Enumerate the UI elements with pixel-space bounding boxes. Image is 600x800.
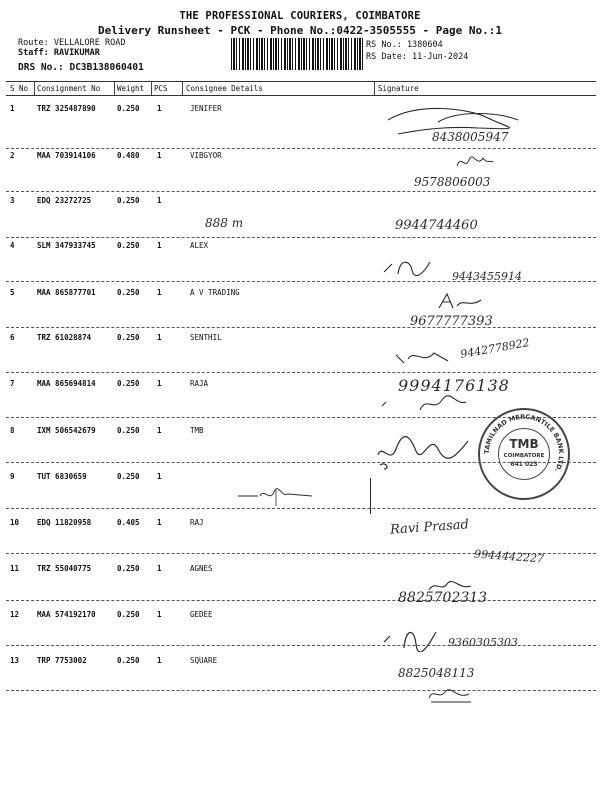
stamp-center: [498, 428, 550, 480]
signature-scribble: [380, 254, 440, 280]
signature-phone: 9443455914: [452, 270, 522, 283]
row-pcs: 1: [157, 104, 162, 113]
row-consignee: JENIFER: [190, 104, 222, 113]
row-weight: 0.250: [117, 241, 140, 250]
row-separator: [6, 600, 596, 601]
signature-scribble: [425, 684, 475, 706]
row-consignment: TRZ 325487890: [37, 104, 96, 113]
row-consignment: SLM 347933745: [37, 241, 96, 250]
row-separator: [6, 690, 596, 691]
col-divider: [114, 81, 115, 95]
row-consignee: VIBGYOR: [190, 151, 222, 160]
signature-phone: 8825702313: [398, 590, 488, 606]
row-consignee: RAJA: [190, 379, 209, 388]
row-pcs: 1: [157, 610, 162, 619]
row-sno: 12: [10, 610, 20, 619]
row-weight: 0.250: [117, 426, 140, 435]
row-sno: 13: [10, 656, 20, 665]
signature-phone: 9677777393: [410, 314, 493, 329]
row-weight: 0.250: [117, 564, 140, 573]
row-consignee: SENTHIL: [190, 333, 222, 342]
signature-scribble: [380, 392, 470, 416]
row-sno: 2: [10, 151, 15, 160]
row-pcs: 1: [157, 472, 162, 481]
staff-label: Staff: RAVIKUMAR: [18, 48, 100, 58]
signature-scribble: [455, 152, 495, 174]
signature-phone: 9578806003: [414, 175, 491, 189]
row-consignment: MAA 865877701: [37, 288, 96, 297]
row-weight: 0.250: [117, 288, 140, 297]
row-pcs: 1: [157, 151, 162, 160]
row-pcs: 1: [157, 196, 162, 205]
route-label: Route: VELLALORE ROAD: [18, 38, 126, 48]
row-pcs: 1: [157, 379, 162, 388]
col-divider: [34, 81, 35, 95]
stamp-city: COIMBATORE: [503, 453, 545, 459]
row-pcs: 1: [157, 288, 162, 297]
company-title: THE PROFESSIONAL COURIERS, COIMBATORE: [179, 10, 421, 22]
row-sno: 1: [10, 104, 15, 113]
row-separator: [6, 148, 596, 149]
row-pcs: 1: [157, 518, 162, 527]
row-separator: [6, 372, 596, 373]
runsheet-title: Delivery Runsheet - PCK - Phone No.:0422-3505555 - Page No.:1: [98, 24, 502, 37]
row-consignee: AGNES: [190, 564, 213, 573]
row-sno: 8: [10, 426, 15, 435]
row-consignee: ALEX: [190, 241, 209, 250]
col-header-signature: Signature: [378, 84, 419, 93]
signature-scribble: [380, 622, 444, 652]
stamp-pincode: 641 023: [510, 461, 538, 468]
row-separator: [6, 327, 596, 328]
bank-stamp: [478, 408, 570, 500]
col-header-consignment: Consignment No: [37, 84, 101, 93]
row-sno: 5: [10, 288, 15, 297]
row-consignment: TUT 6830659: [37, 472, 87, 481]
row-weight: 0.250: [117, 104, 140, 113]
table-row: [0, 564, 600, 610]
drs-number: DRS No.: DC3B138060401: [18, 62, 144, 73]
table-row: [0, 656, 600, 702]
row-consignment: TRP 7753002: [37, 656, 87, 665]
row-consignee: SQUARE: [190, 656, 218, 665]
signature-phone: 9994176138: [398, 376, 510, 395]
row-weight: 0.250: [117, 379, 140, 388]
row-consignment: MAA 574192170: [37, 610, 96, 619]
row-weight: 0.250: [117, 333, 140, 342]
col-header-consignee: Consignee Details: [186, 84, 263, 93]
row-sno: 9: [10, 472, 15, 481]
row-separator: [6, 508, 596, 509]
rs-date: RS Date: 11-Jun-2024: [366, 52, 469, 62]
row-consignment: TRZ 61028874: [37, 333, 92, 342]
signature-phone: 9360305303: [448, 636, 518, 649]
stamp-bank-code: TMB: [509, 437, 539, 451]
row-consignment: MAA 703914106: [37, 151, 96, 160]
col-header-pcs: PCS: [154, 84, 168, 93]
signature-scribble: [372, 425, 472, 471]
col-divider: [151, 81, 152, 95]
row-sno: 6: [10, 333, 15, 342]
row-pcs: 1: [157, 564, 162, 573]
signature-phone: 9442778922: [459, 336, 531, 361]
row-sno: 7: [10, 379, 15, 388]
col-header-weight: Weight: [117, 84, 145, 93]
row-separator: [6, 191, 596, 192]
table-header-rule: [6, 95, 596, 96]
row-separator: [6, 237, 596, 238]
signature-phone: 8438005947: [432, 130, 509, 144]
row-sno: 11: [10, 564, 20, 573]
row-pcs: 1: [157, 426, 162, 435]
table-row: [0, 196, 600, 242]
row-pcs: 1: [157, 333, 162, 342]
row-weight: 0.250: [117, 472, 140, 481]
col-divider: [374, 81, 375, 95]
row-consignee: GEDEE: [190, 610, 213, 619]
row-consignment: EDQ 11820958: [37, 518, 92, 527]
signature-phone: 9944744460: [395, 218, 478, 233]
row-pcs: 1: [157, 656, 162, 665]
table-top-rule: [6, 81, 596, 82]
signature-scribble: [392, 345, 452, 367]
row-sno: 4: [10, 241, 15, 250]
signature-scribble: [435, 290, 485, 312]
row-weight: 0.250: [117, 610, 140, 619]
row-consignee: TMB: [190, 426, 204, 435]
row-sno: 10: [10, 518, 20, 527]
signature-stroke: [370, 478, 371, 514]
row-consignee: A V TRADING: [190, 288, 240, 297]
handwritten-note: 888 m: [205, 216, 244, 230]
row-weight: 0.250: [117, 656, 140, 665]
table-row: [0, 610, 600, 656]
row-weight: 0.250: [117, 196, 140, 205]
signature-phone: 9944442227: [473, 547, 545, 566]
col-divider: [182, 81, 183, 95]
row-consignment: TRZ 55040775: [37, 564, 92, 573]
rs-number: RS No.: 1380604: [366, 40, 443, 50]
row-weight: 0.480: [117, 151, 140, 160]
row-consignment: IXM 506542679: [37, 426, 96, 435]
stamp-ring: TAMILNAD MERCANTILE BANK LTD.: [482, 412, 566, 474]
signature-phone: 8825048113: [398, 666, 475, 680]
signature-scribble: [236, 484, 316, 508]
col-header-sno: S No: [10, 84, 29, 93]
row-consignment: EDQ 23272725: [37, 196, 92, 205]
row-weight: 0.405: [117, 518, 140, 527]
row-consignee: RAJ: [190, 518, 204, 527]
barcode: [231, 38, 363, 70]
row-consignment: MAA 865694814: [37, 379, 96, 388]
row-sno: 3: [10, 196, 15, 205]
row-pcs: 1: [157, 241, 162, 250]
handwritten-name: Ravi Prasad: [389, 517, 470, 538]
